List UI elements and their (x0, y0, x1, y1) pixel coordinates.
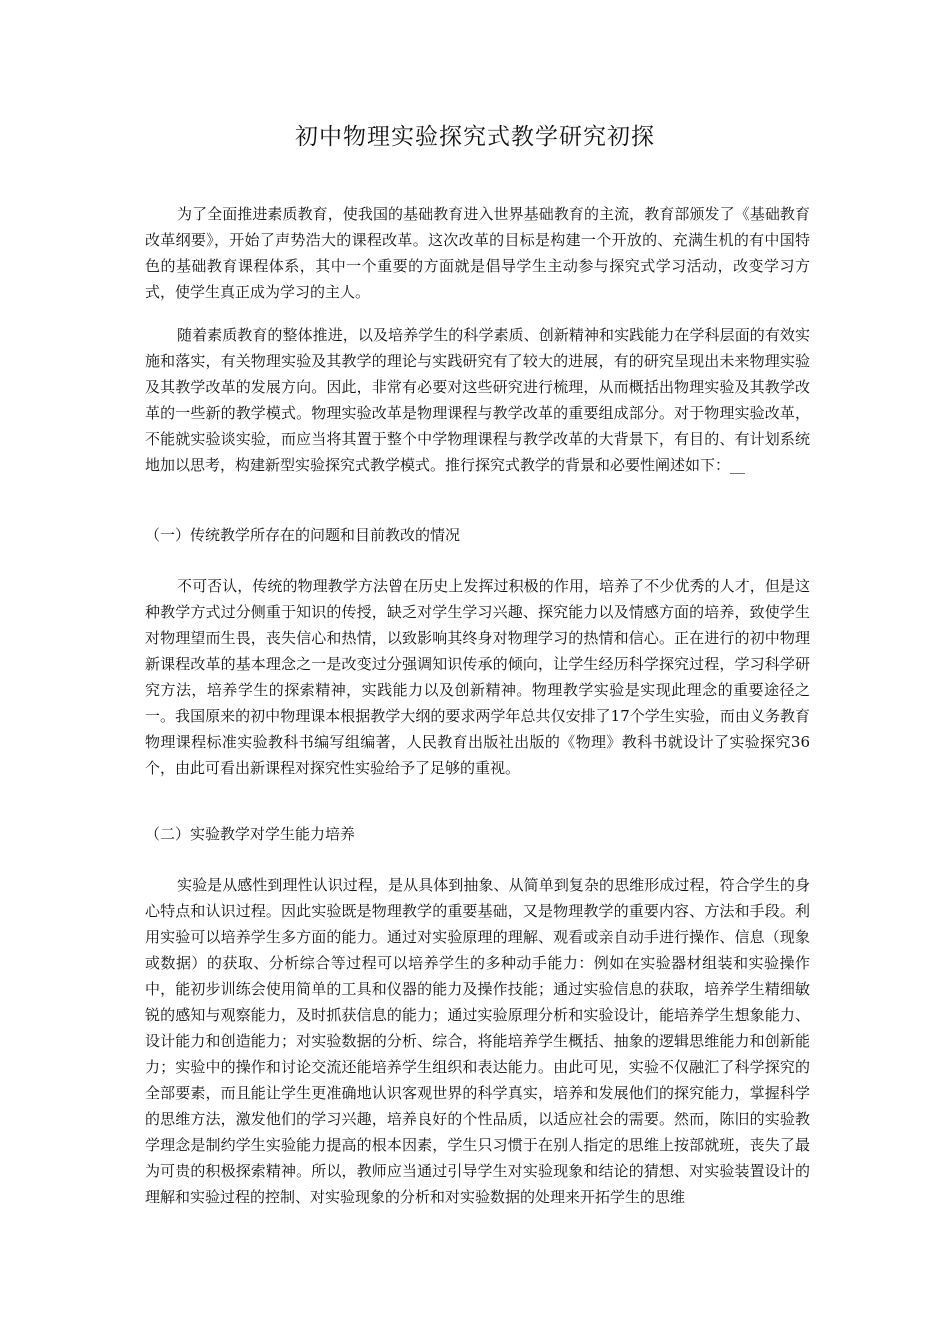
document-title: 初中物理实验探究式教学研究初探 (295, 124, 655, 150)
section-heading-traditional-teaching: （一）传统教学所存在的问题和目前教改的情况 (145, 526, 461, 544)
paragraph-background: 随着素质教育的整体推进，以及培养学生的科学素质、创新精神和实践能力在学科层面的有效实施和落实，有关物理实验及其教学的理论与实践研究有了较大的进展，有的研究呈现出未来物理实验及其教学改革的发展方向。因此，非常有必要对这些研究进行梳理，从而概括出物理实验及其教学改革的一些新的教学模式。物理实验改革是物理课程与教学改革的重要组成部分。对于物理实验改革，不能就实验谈实验，而应当将其置于整个中学物理课程与教学改革的大背景下，有目的、有计划系统地加以思考，构建新型实验探究式教学模式。推行探究式教学的背景和必要性阐述如下：__ (145, 326, 810, 474)
paragraph-intro: 为了全面推进素质教育，使我国的基础教育进入世界基础教育的主流，教育部颁发了《基础教育改革纲要》，开始了声势浩大的课程改革。这次改革的目标是构建一个开放的、充满生机的有中国特色的基础教育课程体系，其中一个重要的方面就是倡导学生主动参与探究式学习活动，改变学习方式，使学生真正成为学习的主人。 (145, 205, 810, 301)
paragraph-ability-training: 实验是从感性到理性认识过程，是从具体到抽象、从简单到复杂的思维形成过程，符合学生的身心特点和认识过程。因此实验既是物理教学的重要基础，又是物理教学的重要内容、方法和手段。利用实验可以培养学生多方面的能力。通过对实验原理的理解、观看或亲自动手进行操作、信息（现象或数据）的获取、分析综合等过程可以培养学生的多种动手能力：例如在实验器材组装和实验操作中，能初步训练会使用简单的工具和仪器的能力及操作技能；通过实验信息的获取，培养学生精细敏锐的感知与观察能力，及时抓获信息的能力；通过实验原理分析和实验设计，能培养学生想象能力、设计能力和创造能力；对实验数据的分析、综合，将能培养学生概括、抽象的逻辑思维能力和创新能力；实验中的操作和讨论交流还能培养学生组织和表达能力。由此可见，实验不仅融汇了科学探究的全部要素，而且能让学生更准确地认识客观世界的科学真实，培养和发展他们的探究能力，掌握科学的思维方法，激发他们的学习兴趣，培养良好的个性品质，以适应社会的需要。然而，陈旧的实验教学理念是制约学生实验能力提高的根本因素，学生只习惯于在别人指定的思维上按部就班，丧失了最为可贵的积极探索精神。所以，教师应当通过引导学生对实验现象和结论的猜想、对实验装置设计的理解和实验过程的控制、对实验现象的分析和对实验数据的处理来开拓学生的思维 (145, 876, 810, 1206)
section-heading-ability-training: （二）实验教学对学生能力培养 (145, 825, 356, 843)
paragraph-traditional-teaching: 不可否认，传统的物理教学方法曾在历史上发挥过积极的作用，培养了不少优秀的人才，但是这种教学方式过分侧重于知识的传授，缺乏对学生学习兴趣、探究能力以及情感方面的培养，致使学生对物理望而生畏，丧失信心和热情，以致影响其终身对物理学习的热情和信心。正在进行的初中物理新课程改革的基本理念之一是改变过分强调知识传承的倾向，让学生经历科学探究过程，学习科学研究方法，培养学生的探索精神，实践能力以及创新精神。物理教学实验是实现此理念的重要途径之一。我国原来的初中物理课本根据教学大纲的要求两学年总共仅安排了17个学生实验，而由义务教育物理课程标准实验教科书编写组编著，人民教育出版社出版的《物理》教科书就设计了实验探究36个，由此可看出新课程对探究性实验给予了足够的重视。 (145, 577, 810, 777)
